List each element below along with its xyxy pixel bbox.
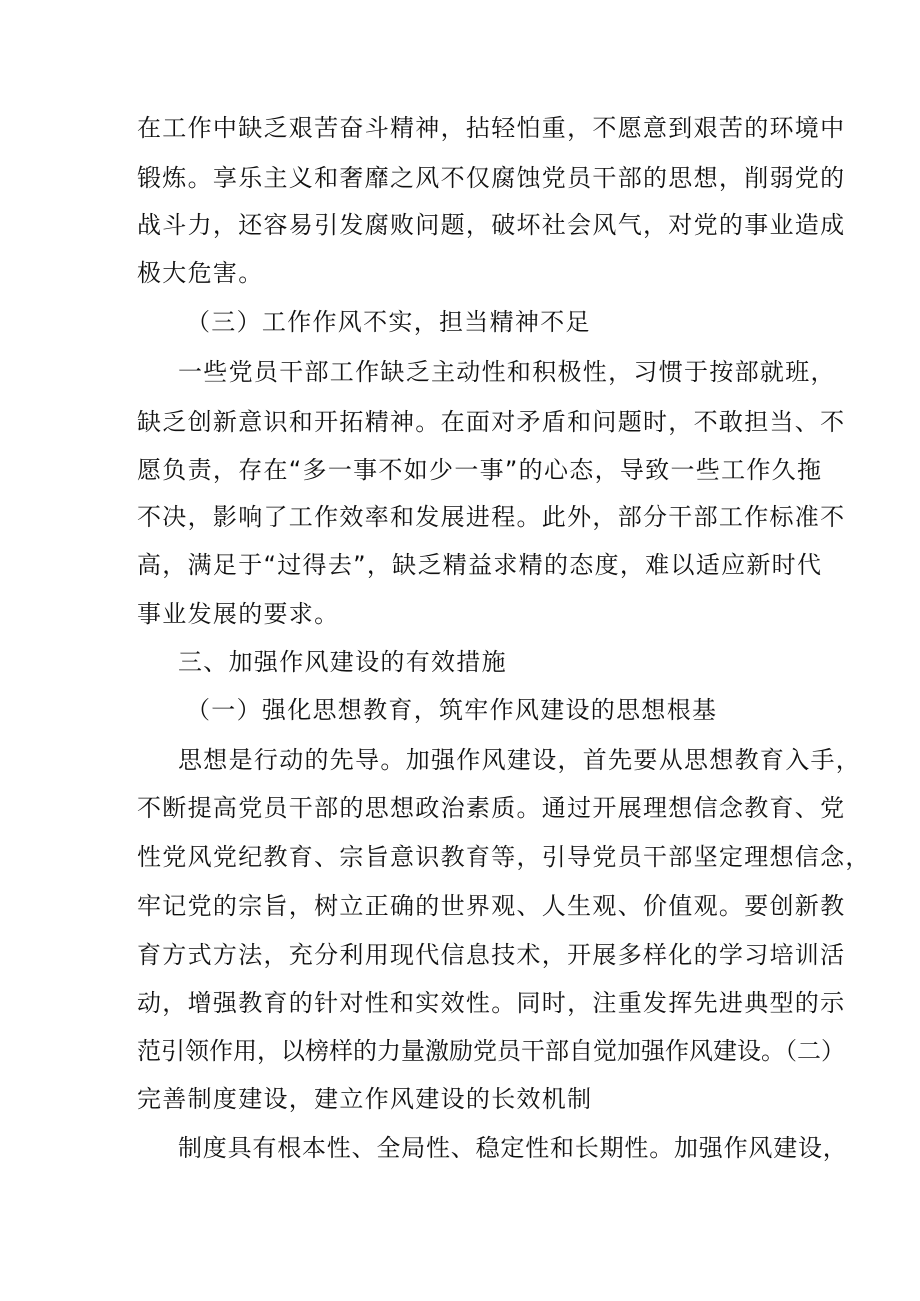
text-line: 动，增强教育的针对性和实效性。同时，注重发挥先进典型的示 — [137, 989, 846, 1017]
text-line: 制度具有根本性、全局性、稳定性和长期性。加强作风建设， — [178, 1134, 848, 1162]
text-line: 一些党员干部工作缺乏主动性和积极性，习惯于按部就班， — [178, 358, 836, 386]
text-line: 极大危害。 — [137, 259, 264, 287]
text-line: 高，满足于“过得去”，缺乏精益求精的态度，难以适应新时代 — [137, 551, 823, 579]
text-line: 事业发展的要求。 — [137, 600, 340, 628]
text-line: 战斗力，还容易引发腐败问题，破坏社会风气，对党的事业造成 — [137, 211, 846, 239]
text-line: 愿负责，存在“多一事不如少一事”的心态，导致一些工作久拖 — [137, 456, 823, 484]
text-line: 思想是行动的先导。加强作风建设，首先要从思想教育入手， — [178, 746, 862, 774]
text-line: 在工作中缺乏艰苦奋斗精神，拈轻怕重，不愿意到艰苦的环境中 — [137, 114, 846, 142]
section-heading: （三）工作作风不实，担当精神不足 — [186, 308, 591, 336]
section-heading: （一）强化思想教育，筑牢作风建设的思想根基 — [186, 696, 718, 724]
text-line: 不决，影响了工作效率和发展进程。此外，部分干部工作标准不 — [137, 503, 846, 531]
section-heading: 三、加强作风建设的有效措施 — [178, 648, 507, 676]
section-heading: 完善制度建设，建立作风建设的长效机制 — [137, 1085, 593, 1113]
text-line: 性党风党纪教育、宗旨意识教育等，引导党员干部坚定理想信念， — [137, 843, 871, 871]
text-line: 育方式方法，充分利用现代信息技术，开展多样化的学习培训活 — [137, 941, 846, 969]
text-line: 牢记党的宗旨，树立正确的世界观、人生观、价值观。要创新教 — [137, 892, 846, 920]
text-line: 范引领作用，以榜样的力量激励党员干部自觉加强作风建设。（二） — [137, 1037, 845, 1065]
text-line: 不断提高党员干部的思想政治素质。通过开展理想信念教育、党 — [137, 794, 846, 822]
text-line: 锻炼。享乐主义和奢靡之风不仅腐蚀党员干部的思想，削弱党的 — [137, 164, 846, 192]
text-line: 缺乏创新意识和开拓精神。在面对矛盾和问题时，不敢担当、不 — [137, 408, 846, 436]
